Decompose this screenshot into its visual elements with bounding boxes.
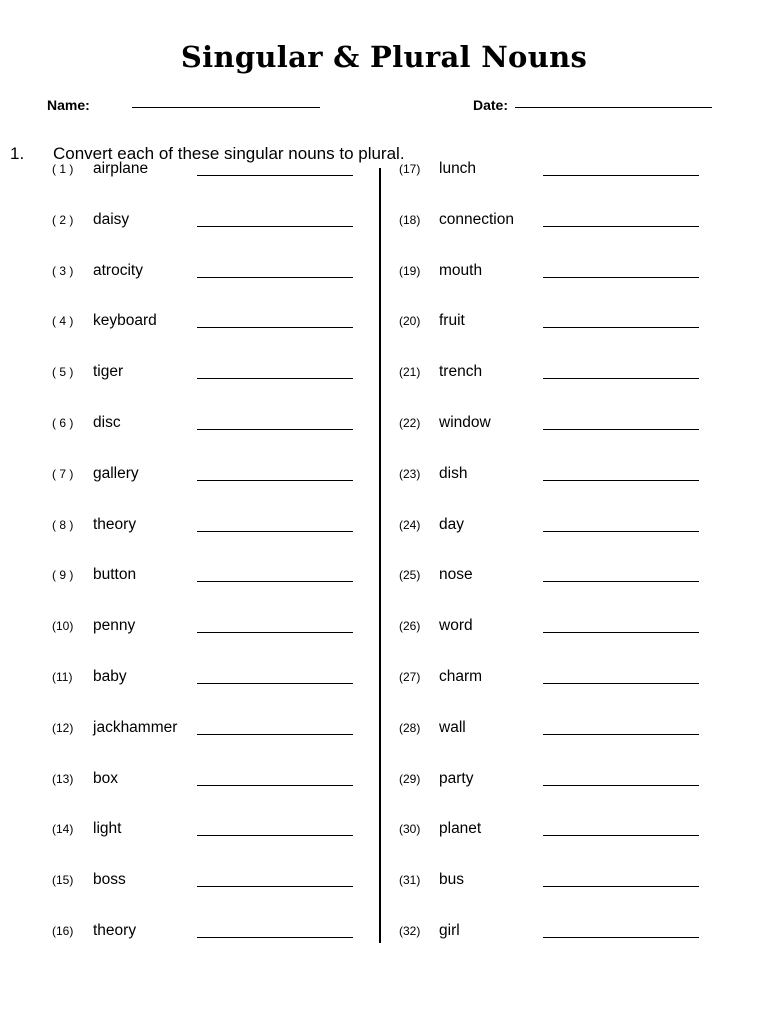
singular-noun: gallery [93, 464, 139, 482]
item-number: (14) [52, 822, 74, 837]
exercise-item [52, 566, 357, 596]
item-number: (15) [52, 873, 74, 888]
singular-noun: wall [439, 718, 466, 736]
answer-blank[interactable] [197, 632, 353, 633]
exercise-item [399, 922, 703, 952]
singular-noun: baby [93, 668, 127, 685]
item-number: ( 2 ) [52, 212, 74, 227]
answer-blank[interactable] [197, 327, 353, 328]
item-number: (18) [399, 212, 421, 227]
singular-noun: girl [439, 922, 460, 939]
exercise-item [52, 617, 357, 647]
item-number: (22) [399, 416, 421, 430]
question-instruction: Convert each of these singular nouns to plural. [53, 144, 405, 163]
exercise-item [52, 922, 357, 952]
answer-blank[interactable] [543, 277, 699, 278]
exercise-item [399, 668, 703, 698]
singular-noun: trench [439, 363, 483, 381]
answer-blank[interactable] [543, 835, 699, 836]
question-number: 1. [10, 144, 25, 163]
exercise-item [399, 770, 703, 800]
item-number: (12) [52, 720, 74, 735]
item-number: (16) [52, 924, 74, 938]
item-number: (24) [399, 517, 421, 532]
date-label: Date: [473, 97, 509, 113]
item-number: (21) [399, 365, 421, 380]
answer-blank[interactable] [543, 937, 699, 938]
singular-noun: planet [439, 820, 482, 838]
singular-noun: party [439, 769, 474, 787]
answer-blank[interactable] [543, 531, 699, 532]
answer-blank[interactable] [197, 835, 353, 836]
item-number: (25) [399, 568, 421, 583]
singular-noun: dish [439, 464, 468, 482]
item-number: ( 9 ) [52, 568, 74, 583]
singular-noun: word [439, 617, 473, 635]
answer-blank[interactable] [197, 937, 353, 938]
exercise-item [52, 312, 357, 342]
exercise-item [399, 414, 703, 444]
item-number: (30) [399, 822, 421, 837]
singular-noun: theory [93, 922, 137, 939]
singular-noun: nose [439, 566, 473, 584]
date-field[interactable] [515, 107, 712, 108]
answer-blank[interactable] [197, 531, 353, 532]
answer-blank[interactable] [543, 429, 699, 430]
item-number: (29) [399, 771, 421, 786]
exercise-item [399, 617, 703, 647]
item-number: ( 1 ) [52, 162, 74, 176]
singular-noun: day [439, 515, 464, 533]
singular-noun: fruit [439, 312, 465, 330]
item-number: ( 3 ) [52, 263, 74, 278]
exercise-item [52, 211, 357, 241]
answer-blank[interactable] [197, 277, 353, 278]
name-field[interactable] [132, 107, 320, 108]
answer-blank[interactable] [197, 429, 353, 430]
answer-blank[interactable] [543, 734, 699, 735]
exercise-item [399, 871, 703, 901]
answer-blank[interactable] [197, 226, 353, 227]
answer-blank[interactable] [543, 632, 699, 633]
item-number: ( 6 ) [52, 416, 74, 430]
singular-noun: airplane [93, 160, 149, 177]
answer-blank[interactable] [543, 327, 699, 328]
singular-noun: charm [439, 668, 483, 685]
item-number: (13) [52, 771, 74, 786]
item-number: (17) [399, 162, 421, 176]
answer-blank[interactable] [197, 886, 353, 887]
item-number: (11) [52, 670, 73, 684]
exercise-item [52, 820, 357, 850]
answer-blank[interactable] [197, 785, 353, 786]
exercise-item [399, 312, 703, 342]
exercise-item [399, 262, 703, 292]
singular-noun: boss [93, 871, 126, 889]
singular-noun: button [93, 566, 137, 584]
item-number: (26) [399, 619, 421, 634]
singular-noun: lunch [439, 160, 477, 177]
singular-noun: light [93, 820, 122, 838]
singular-noun: penny [93, 617, 136, 635]
exercise-item [52, 465, 357, 495]
answer-blank[interactable] [197, 581, 353, 582]
exercise-item [399, 516, 703, 546]
answer-blank[interactable] [197, 175, 353, 176]
worksheet-title: Singular & Plural Nouns [180, 40, 588, 74]
singular-noun: atrocity [93, 261, 143, 279]
item-number: ( 5 ) [52, 365, 74, 380]
answer-blank[interactable] [543, 886, 699, 887]
answer-blank[interactable] [197, 378, 353, 379]
exercise-item [52, 719, 357, 749]
answer-blank[interactable] [543, 683, 699, 684]
exercise-item [399, 566, 703, 596]
name-label: Name: [47, 97, 90, 113]
answer-blank[interactable] [197, 734, 353, 735]
item-number: ( 8 ) [52, 517, 74, 532]
singular-noun: disc [93, 414, 121, 431]
exercise-item [52, 363, 357, 393]
item-number: (32) [399, 924, 421, 938]
exercise-item [399, 211, 703, 241]
item-number: (10) [52, 619, 74, 634]
item-number: ( 7 ) [52, 466, 74, 481]
answer-blank[interactable] [543, 175, 699, 176]
exercise-item [52, 262, 357, 292]
singular-noun: mouth [439, 261, 483, 279]
answer-blank[interactable] [543, 226, 699, 227]
exercise-item [399, 363, 703, 393]
item-number: (23) [399, 466, 421, 481]
exercise-item [52, 871, 357, 901]
exercise-item [399, 465, 703, 495]
singular-noun: keyboard [93, 312, 157, 330]
item-number: (31) [399, 873, 421, 888]
singular-noun: tiger [93, 363, 124, 381]
item-number: (20) [399, 314, 421, 329]
column-divider [379, 168, 381, 943]
answer-blank[interactable] [197, 480, 353, 481]
answer-blank[interactable] [543, 480, 699, 481]
answer-blank[interactable] [543, 785, 699, 786]
exercise-item [399, 719, 703, 749]
exercise-item [399, 820, 703, 850]
singular-noun: theory [93, 515, 137, 533]
exercise-item [52, 668, 357, 698]
singular-noun: daisy [93, 210, 130, 228]
singular-noun: window [439, 414, 491, 431]
item-number: (28) [399, 720, 421, 735]
exercise-item [52, 160, 357, 190]
answer-blank[interactable] [197, 683, 353, 684]
singular-noun: box [93, 769, 118, 787]
exercise-item [399, 160, 703, 190]
item-number: (27) [399, 670, 421, 684]
item-number: ( 4 ) [52, 314, 74, 329]
answer-blank[interactable] [543, 378, 699, 379]
exercise-item [52, 770, 357, 800]
exercise-item [52, 516, 357, 546]
singular-noun: connection [439, 210, 514, 228]
singular-noun: jackhammer [93, 718, 178, 736]
answer-blank[interactable] [543, 581, 699, 582]
item-number: (19) [399, 263, 421, 278]
exercise-item [52, 414, 357, 444]
singular-noun: bus [439, 871, 464, 889]
